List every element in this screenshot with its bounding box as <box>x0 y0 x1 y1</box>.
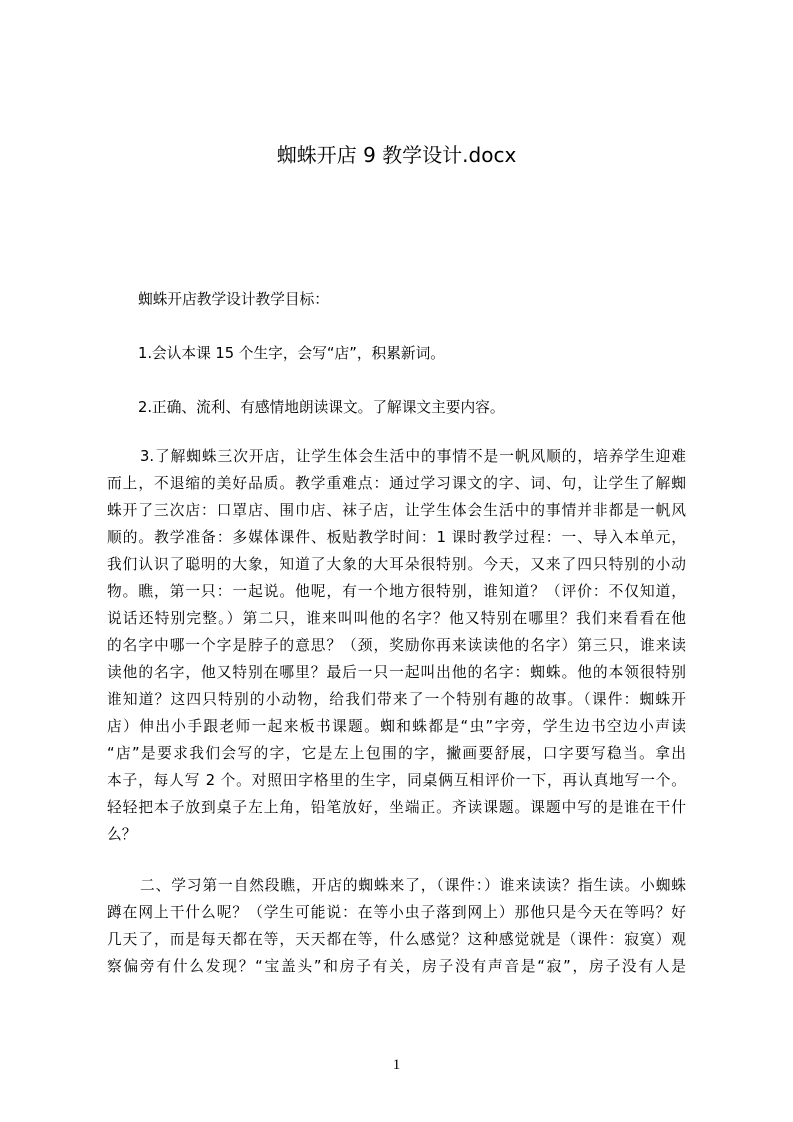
paragraph-line: 轻轻把本子放到桌子左上角，铅笔放好，坐端正。齐读课题。课题中写的是谁在干什 <box>107 799 686 816</box>
paragraph-line: 谁知道？这四只特别的小动物，给我们带来了一个特别有趣的故事。（课件：蜘蛛开 <box>107 691 686 708</box>
paragraph-line: 说话还特别完整。）第二只，谁来叫叫他的名字？他又特别在哪里？我们来看看在他 <box>107 610 686 627</box>
paragraph-section-two <box>107 872 686 980</box>
paragraph-line: 二、学习第一自然段瞧，开店的蜘蛛来了，（课件：）谁来读读？指生读。小蜘蛛 <box>140 877 686 894</box>
paragraph-line: 本子，每人写 2 个。对照田字格里的生字，同桌俩互相评价一下，再认真地写一个。 <box>107 772 686 789</box>
paragraph-line: 蜘蛛开店教学设计教学目标： <box>138 291 329 308</box>
paragraph-line: 蹲在网上干什么呢？（学生可能说：在等小虫子落到网上）那他只是今天在等吗？好 <box>107 904 686 921</box>
paragraph-objective-2 <box>107 394 686 421</box>
paragraph-line: 么？ <box>107 826 137 843</box>
paragraph-line: 读他的名字，他又特别在哪里？最后一只一起叫出他的名字：蜘蛛。他的本领很特别 <box>107 664 686 681</box>
paragraph-line: 顺的。教学准备：多媒体课件、板贴教学时间：1 课时教学过程：一、导入本单元， <box>107 529 686 546</box>
paragraph-line: 蛛开了三次店：口罩店、围巾店、袜子店，让学生体会生活中的事情并非都是一帆风 <box>107 502 686 519</box>
paragraph-objectives-heading <box>107 286 686 313</box>
paragraph-line: 1.会认本课 15 个生字，会写“店”，积累新词。 <box>138 345 445 362</box>
paragraph-line: “店”是要求我们会写的字，它是左上包围的字，撇画要舒展，口字要写稳当。拿出 <box>107 745 686 762</box>
paragraph-objective-3 <box>107 443 686 848</box>
paragraph-line: 2.正确、流利、有感情地朗读课文。了解课文主要内容。 <box>138 399 505 416</box>
paragraph-line: 几天了，而是每天都在等，天天都在等，什么感觉？这种感觉就是（课件：寂寞）观 <box>107 931 686 948</box>
paragraph-line: 而上，不退缩的美好品质。教学重难点：通过学习课文的字、词、句，让学生了解蜘 <box>107 475 686 492</box>
paragraph-line: 察偏旁有什么发现？“宝盖头”和房子有关，房子没有声音是“寂”，房子没有人是 <box>107 958 686 975</box>
paragraph-line: 物。瞧，第一只：一起说。他呢，有一个地方很特别，谁知道？（评价：不仅知道， <box>107 583 686 600</box>
document-body <box>107 286 686 1007</box>
paragraph-line: 店）伸出小手跟老师一起来板书课题。蜘和蛛都是“虫”字旁，学生边书空边小声读 <box>107 718 686 735</box>
page-number: 1 <box>392 1057 401 1073</box>
document-title: 蜘蛛开店 9 教学设计.docx <box>276 143 517 167</box>
paragraph-objective-1 <box>107 340 686 367</box>
paragraph-line: 我们认识了聪明的大象，知道了大象的大耳朵很特别。今天，又来了四只特别的小动 <box>107 556 686 573</box>
paragraph-line: 3.了解蜘蛛三次开店，让学生体会生活中的事情不是一帆风顺的，培养学生迎难 <box>140 448 686 465</box>
paragraph-line: 的名字中哪一个字是脖子的意思？（颈，奖励你再来读读他的名字）第三只，谁来读 <box>107 637 686 654</box>
